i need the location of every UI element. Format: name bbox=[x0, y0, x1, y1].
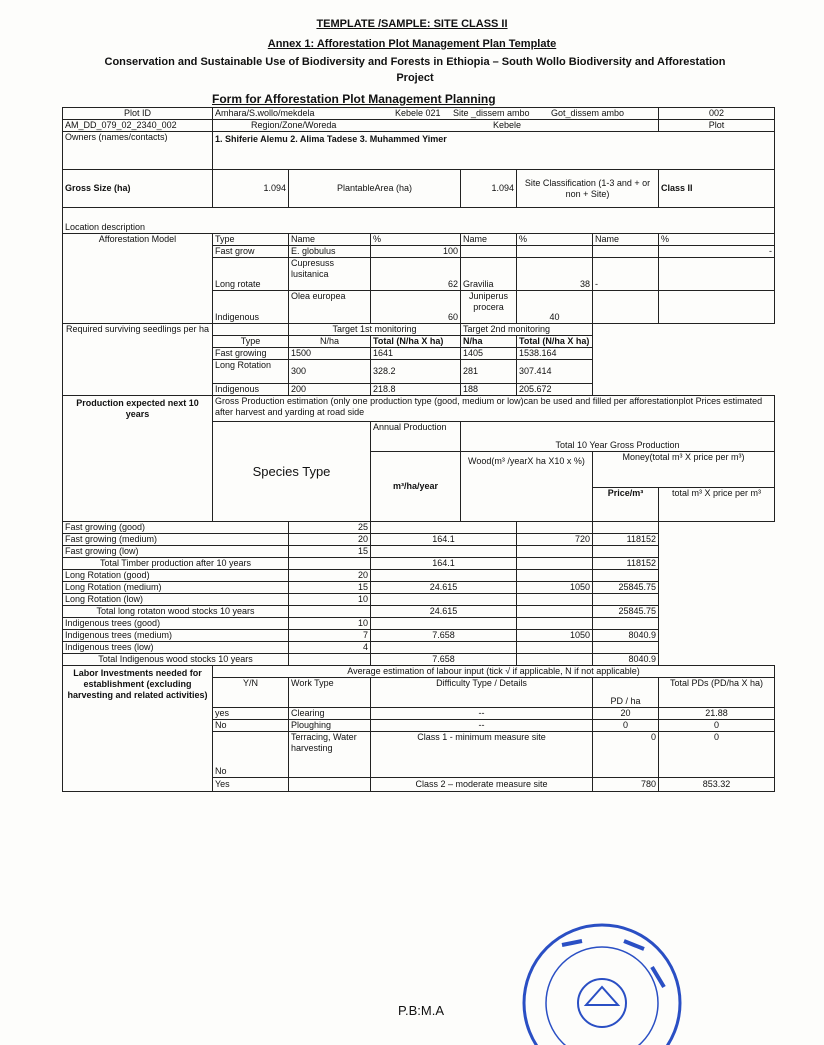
gross-row bbox=[63, 170, 775, 208]
production-label: Production expected next 10 years bbox=[63, 396, 213, 522]
footer-initials: P.B:M.A bbox=[398, 1003, 445, 1018]
plot-no: 002 bbox=[659, 108, 775, 120]
labor-work: Clearing bbox=[289, 708, 371, 720]
production-wood bbox=[371, 522, 517, 534]
plot-id-row-2 bbox=[63, 120, 775, 132]
labor-pd: 20 bbox=[593, 708, 659, 720]
kebele-021: Kebele 021 bbox=[395, 108, 441, 118]
region-row bbox=[213, 120, 659, 132]
production-wood: 164.1 bbox=[371, 534, 517, 546]
production-wood bbox=[371, 546, 517, 558]
production-total-row bbox=[63, 654, 775, 666]
production-species: Fast growing (low) bbox=[63, 546, 289, 558]
kebele-label: Kebele bbox=[493, 120, 522, 130]
labor-diff: -- bbox=[371, 720, 593, 732]
labor-diff: -- bbox=[371, 708, 593, 720]
labor-h-yn: Y/N bbox=[213, 678, 289, 708]
production-species: Fast growing (medium) bbox=[63, 534, 289, 546]
labor-pd: 0 bbox=[593, 720, 659, 732]
production-annual: 4 bbox=[289, 642, 371, 654]
production-row bbox=[63, 522, 775, 534]
labor-yn: No bbox=[213, 732, 289, 778]
production-total bbox=[593, 618, 659, 630]
price-label: Price/m³ bbox=[593, 488, 659, 522]
plot-label: Plot bbox=[659, 120, 775, 132]
production-annual: 15 bbox=[289, 546, 371, 558]
production-price bbox=[517, 618, 593, 630]
production-rows bbox=[63, 522, 775, 666]
site-class-value: Class II bbox=[659, 170, 775, 208]
production-price: 720 bbox=[517, 534, 593, 546]
production-annual: 7 bbox=[289, 630, 371, 642]
model-p1: 62 bbox=[371, 258, 461, 291]
owners-value: 1. Shiferie Alemu 2. Alima Tadese 3. Muhammed Yimer bbox=[213, 132, 775, 170]
seed-h-total2: Total (N/ha X ha) bbox=[517, 336, 593, 348]
production-annual: 10 bbox=[289, 618, 371, 630]
target-2nd: Target 2nd monitoring bbox=[461, 324, 593, 336]
seed-type: Fast growing bbox=[213, 348, 289, 360]
production-wood: 24.615 bbox=[371, 606, 517, 618]
production-wood bbox=[371, 642, 517, 654]
model-p3 bbox=[659, 258, 775, 291]
production-wood bbox=[371, 570, 517, 582]
production-annual: 15 bbox=[289, 582, 371, 594]
model-header-row bbox=[63, 234, 775, 246]
production-row bbox=[63, 546, 775, 558]
model-p2 bbox=[517, 246, 593, 258]
labor-h-work: Work Type bbox=[289, 678, 371, 708]
production-row bbox=[63, 582, 775, 594]
plot-id-value: AM_DD_079_02_2340_002 bbox=[63, 120, 213, 132]
production-price bbox=[517, 642, 593, 654]
production-price bbox=[517, 594, 593, 606]
production-annual: 10 bbox=[289, 594, 371, 606]
production-total-row bbox=[63, 558, 775, 570]
labor-total: 853.32 bbox=[659, 778, 775, 792]
model-h-p2: % bbox=[517, 234, 593, 246]
production-row bbox=[63, 618, 775, 630]
labor-total: 0 bbox=[659, 732, 775, 778]
labor-total: 0 bbox=[659, 720, 775, 732]
production-total bbox=[593, 594, 659, 606]
plot-id-label: Plot ID bbox=[63, 108, 213, 120]
got-name: Got_dissem ambo bbox=[551, 108, 625, 118]
seed-h-nha2: N/ha bbox=[461, 336, 517, 348]
money-label: Money(total m³ X price per m³) bbox=[593, 452, 775, 488]
labor-diff: Class 1 - minimum measure site bbox=[371, 732, 593, 778]
production-row bbox=[63, 630, 775, 642]
production-price bbox=[517, 558, 593, 570]
production-wood: 164.1 bbox=[371, 558, 517, 570]
production-wood bbox=[371, 618, 517, 630]
production-price: 1050 bbox=[517, 630, 593, 642]
location-row bbox=[63, 208, 775, 234]
production-price: 1050 bbox=[517, 582, 593, 594]
model-type: Fast grow bbox=[213, 246, 289, 258]
site-class-label: Site Classification (1-3 and + or non + Site) bbox=[517, 170, 659, 208]
seed-t1: 218.8 bbox=[371, 384, 461, 396]
labor-yn: No bbox=[213, 720, 289, 732]
production-total-row bbox=[63, 606, 775, 618]
stamp-graphic bbox=[524, 925, 680, 1045]
model-p1: 60 bbox=[371, 291, 461, 324]
labor-total: 21.88 bbox=[659, 708, 775, 720]
seed-n1: 200 bbox=[289, 384, 371, 396]
production-species: Total Indigenous wood stocks 10 years bbox=[63, 654, 289, 666]
project-title: Conservation and Sustainable Use of Biodiversity and Forests in Ethiopia – South Wollo Biodiversity and Afforestation Project bbox=[104, 56, 726, 84]
model-h-p3: % bbox=[659, 234, 775, 246]
labor-note-row bbox=[63, 666, 775, 678]
seed-t2: 307.414 bbox=[517, 360, 593, 384]
production-row bbox=[63, 534, 775, 546]
production-total: 8040.9 bbox=[593, 630, 659, 642]
seed-t2: 205.672 bbox=[517, 384, 593, 396]
labor-pd: 0 bbox=[593, 732, 659, 778]
seed-n2: 1405 bbox=[461, 348, 517, 360]
production-species: Total Timber production after 10 years bbox=[63, 558, 289, 570]
production-annual: 20 bbox=[289, 534, 371, 546]
model-p2: 38 bbox=[517, 258, 593, 291]
plot-id-row bbox=[63, 108, 775, 120]
production-total: 118152 bbox=[593, 534, 659, 546]
model-label: Afforestation Model bbox=[63, 234, 213, 324]
model-h-name2: Name bbox=[461, 234, 517, 246]
model-type: Long rotate bbox=[213, 258, 289, 291]
owners-label: Owners (names/contacts) bbox=[63, 132, 213, 170]
production-species: Indigenous trees (low) bbox=[63, 642, 289, 654]
production-note: Gross Production estimation (only one production type (good, medium or low)can be used and filled per afforestationplot Prices estimated after harvest and yarding at road side bbox=[213, 396, 775, 422]
production-wood: 7.658 bbox=[371, 630, 517, 642]
model-name2 bbox=[461, 246, 517, 258]
model-h-name3: Name bbox=[593, 234, 659, 246]
production-total: 118152 bbox=[593, 558, 659, 570]
production-total bbox=[593, 546, 659, 558]
labor-pd: 780 bbox=[593, 778, 659, 792]
labor-yn: yes bbox=[213, 708, 289, 720]
form-title: Form for Afforestation Plot Management Planning bbox=[212, 92, 496, 106]
model-name2: Gravilia bbox=[461, 258, 517, 291]
seed-t2: 1538.164 bbox=[517, 348, 593, 360]
location-top bbox=[213, 108, 659, 120]
model-name3: - bbox=[593, 258, 659, 291]
site-name: Site _dissem ambo bbox=[453, 108, 530, 118]
labor-label: Labor Investments needed for establishment (excluding harvesting and related activities) bbox=[63, 666, 213, 792]
unit-label: m³/ha/year bbox=[371, 452, 461, 522]
total-10yr-label: Total 10 Year Gross Production bbox=[461, 422, 775, 452]
production-row bbox=[63, 642, 775, 654]
seedlings-target-row bbox=[63, 324, 775, 336]
model-p3: - bbox=[659, 246, 775, 258]
labor-diff: Class 2 – moderate measure site bbox=[371, 778, 593, 792]
production-annual bbox=[289, 606, 371, 618]
production-note-row bbox=[63, 396, 775, 422]
labor-yn: Yes bbox=[213, 778, 289, 792]
seed-n2: 281 bbox=[461, 360, 517, 384]
production-species: Indigenous trees (good) bbox=[63, 618, 289, 630]
target-1st: Target 1st monitoring bbox=[289, 324, 461, 336]
production-total bbox=[593, 522, 659, 534]
production-price bbox=[517, 570, 593, 582]
production-price bbox=[517, 522, 593, 534]
production-species: Long Rotation (medium) bbox=[63, 582, 289, 594]
production-wood: 24.615 bbox=[371, 582, 517, 594]
plan-table bbox=[62, 107, 775, 792]
total-price-label: total m³ X price per m³ bbox=[659, 488, 775, 522]
production-price bbox=[517, 606, 593, 618]
production-row bbox=[63, 594, 775, 606]
owners-row bbox=[63, 132, 775, 170]
model-h-name1: Name bbox=[289, 234, 371, 246]
seedlings-label: Required surviving seedlings per ha bbox=[63, 324, 213, 396]
labor-h-total: Total PDs (PD/ha X ha) bbox=[659, 678, 775, 708]
production-species: Long Rotation (low) bbox=[63, 594, 289, 606]
production-wood bbox=[371, 594, 517, 606]
production-annual: 25 bbox=[289, 522, 371, 534]
production-annual bbox=[289, 654, 371, 666]
seed-n2: 188 bbox=[461, 384, 517, 396]
model-name1: Cupresuss lusitanica bbox=[289, 258, 371, 291]
seed-type: Long Rotation bbox=[213, 360, 289, 384]
production-total: 8040.9 bbox=[593, 654, 659, 666]
plantable-label: PlantableArea (ha) bbox=[289, 170, 461, 208]
official-stamp bbox=[512, 915, 692, 1045]
gross-label: Gross Size (ha) bbox=[63, 170, 213, 208]
production-row bbox=[63, 570, 775, 582]
model-name1: E. globulus bbox=[289, 246, 371, 258]
region-label: Region/Zone/Woreda bbox=[251, 120, 337, 130]
seed-h-nha: N/ha bbox=[289, 336, 371, 348]
labor-h-diff: Difficulty Type / Details bbox=[371, 678, 593, 708]
seed-n1: 300 bbox=[289, 360, 371, 384]
production-total: 25845.75 bbox=[593, 582, 659, 594]
model-p3 bbox=[659, 291, 775, 324]
plantable-value: 1.094 bbox=[461, 170, 517, 208]
location-top-value: Amhara/S.wollo/mekdela bbox=[215, 108, 315, 118]
location-description-label: Location description bbox=[63, 208, 775, 234]
production-annual: 20 bbox=[289, 570, 371, 582]
annual-label: Annual Production bbox=[371, 422, 461, 452]
model-name1: Olea europea bbox=[289, 291, 371, 324]
model-p2: 40 bbox=[517, 291, 593, 324]
production-price bbox=[517, 654, 593, 666]
seed-n1: 1500 bbox=[289, 348, 371, 360]
production-species: Fast growing (good) bbox=[63, 522, 289, 534]
seed-type: Indigenous bbox=[213, 384, 289, 396]
wood-label: Wood(m³ /yearX ha X10 x %) bbox=[461, 452, 593, 522]
labor-work: Ploughing bbox=[289, 720, 371, 732]
gross-value: 1.094 bbox=[213, 170, 289, 208]
model-p1: 100 bbox=[371, 246, 461, 258]
labor-note: Average estimation of labour input (tick √ if applicable, N if not applicable) bbox=[213, 666, 775, 678]
labor-work: Terracing, Water harvesting bbox=[289, 732, 371, 778]
labor-work bbox=[289, 778, 371, 792]
production-annual bbox=[289, 558, 371, 570]
production-total bbox=[593, 642, 659, 654]
model-name3 bbox=[593, 246, 659, 258]
template-title: TEMPLATE /SAMPLE: SITE CLASS II bbox=[316, 18, 508, 30]
production-species: Indigenous trees (medium) bbox=[63, 630, 289, 642]
production-species: Long Rotation (good) bbox=[63, 570, 289, 582]
production-species: Total long rotaton wood stocks 10 years bbox=[63, 606, 289, 618]
model-name2: Juniperus procera bbox=[461, 291, 517, 324]
seed-h-total: Total (N/ha X ha) bbox=[371, 336, 461, 348]
annex-title bbox=[0, 38, 824, 50]
seed-t1: 1641 bbox=[371, 348, 461, 360]
seed-t1: 328.2 bbox=[371, 360, 461, 384]
model-name3 bbox=[593, 291, 659, 324]
seed-h-type: Type bbox=[213, 336, 289, 348]
species-type-label: Species Type bbox=[213, 422, 371, 522]
model-h-p1: % bbox=[371, 234, 461, 246]
model-type: Indigenous bbox=[213, 291, 289, 324]
production-total: 25845.75 bbox=[593, 606, 659, 618]
labor-h-pd: PD / ha bbox=[593, 678, 659, 708]
production-price bbox=[517, 546, 593, 558]
annex-title-text: Annex 1: Afforestation Plot Management Plan Template bbox=[267, 38, 557, 50]
model-h-type: Type bbox=[213, 234, 289, 246]
production-total bbox=[593, 570, 659, 582]
production-wood: 7.658 bbox=[371, 654, 517, 666]
